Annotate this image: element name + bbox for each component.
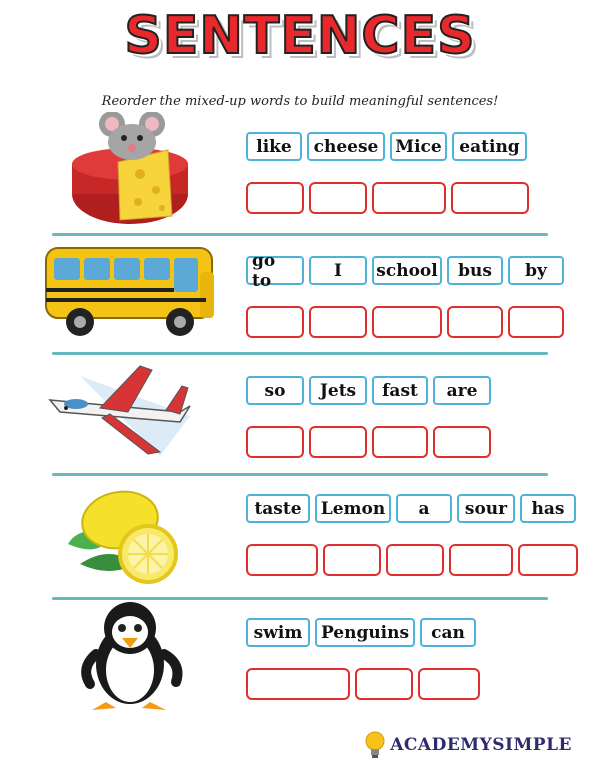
answer-blank[interactable] [246, 668, 350, 700]
academy-simple-logo [364, 730, 572, 760]
word-tile[interactable]: so [246, 376, 304, 405]
answer-blank[interactable] [246, 182, 304, 214]
sentence-row-1 [0, 112, 600, 232]
answer-blanks [246, 426, 491, 458]
answer-blank[interactable] [449, 544, 513, 576]
answer-blank[interactable] [323, 544, 381, 576]
answer-blank[interactable] [447, 306, 503, 338]
answer-blank[interactable] [372, 426, 428, 458]
answer-blanks [246, 668, 480, 700]
answer-blank[interactable] [246, 306, 304, 338]
word-tile[interactable]: Mice [390, 132, 447, 161]
answer-blank[interactable] [309, 182, 367, 214]
word-tile[interactable]: bus [447, 256, 503, 285]
answer-blanks [246, 306, 564, 338]
word-tiles [246, 132, 527, 161]
word-tile[interactable]: by [508, 256, 564, 285]
answer-blank[interactable] [518, 544, 578, 576]
row-separator [52, 352, 548, 355]
jet-plane-picture [40, 356, 230, 476]
sentence-row-2 [0, 236, 600, 356]
answer-blank[interactable] [451, 182, 529, 214]
lightbulb-icon [364, 730, 386, 760]
answer-blank[interactable] [508, 306, 564, 338]
answer-blank[interactable] [433, 426, 491, 458]
word-tiles [246, 376, 491, 405]
word-tile[interactable]: eating [452, 132, 527, 161]
mouse-cheese-picture [40, 112, 230, 232]
penguin-picture [40, 598, 230, 718]
answer-blank[interactable] [372, 306, 442, 338]
word-tiles [246, 494, 576, 523]
word-tile[interactable]: Jets [309, 376, 367, 405]
word-tile[interactable]: Lemon [315, 494, 391, 523]
answer-blanks [246, 182, 529, 214]
word-tile[interactable]: a [396, 494, 452, 523]
worksheet-title: SENTENCES [124, 6, 476, 66]
answer-blanks [246, 544, 578, 576]
instructions: Reorder the mixed-up words to build meaningful sentences! [101, 94, 499, 109]
sentence-row-5 [0, 598, 600, 718]
school-bus-picture [40, 236, 230, 356]
answer-blank[interactable] [309, 306, 367, 338]
word-tile[interactable]: cheese [307, 132, 385, 161]
sentence-row-3 [0, 356, 600, 476]
answer-blank[interactable] [355, 668, 413, 700]
word-tile[interactable]: like [246, 132, 302, 161]
word-tile[interactable]: Penguins [315, 618, 415, 647]
answer-blank[interactable] [418, 668, 480, 700]
word-tiles [246, 250, 564, 291]
logo-text: ACADEMYSIMPLE [390, 735, 572, 755]
word-tile[interactable]: school [372, 256, 442, 285]
answer-blank[interactable] [246, 544, 318, 576]
word-tile[interactable]: swim [246, 618, 310, 647]
word-tile[interactable]: can [420, 618, 476, 647]
word-tile[interactable]: fast [372, 376, 428, 405]
word-tile[interactable]: go to [246, 256, 304, 285]
lemon-picture [40, 474, 230, 594]
sentence-row-4 [0, 474, 600, 594]
word-tile[interactable]: sour [457, 494, 515, 523]
word-tile[interactable]: I [309, 256, 367, 285]
answer-blank[interactable] [372, 182, 446, 214]
word-tile[interactable]: are [433, 376, 491, 405]
word-tiles [246, 618, 476, 647]
answer-blank[interactable] [309, 426, 367, 458]
word-tile[interactable]: has [520, 494, 576, 523]
answer-blank[interactable] [386, 544, 444, 576]
word-tile[interactable]: taste [246, 494, 310, 523]
answer-blank[interactable] [246, 426, 304, 458]
